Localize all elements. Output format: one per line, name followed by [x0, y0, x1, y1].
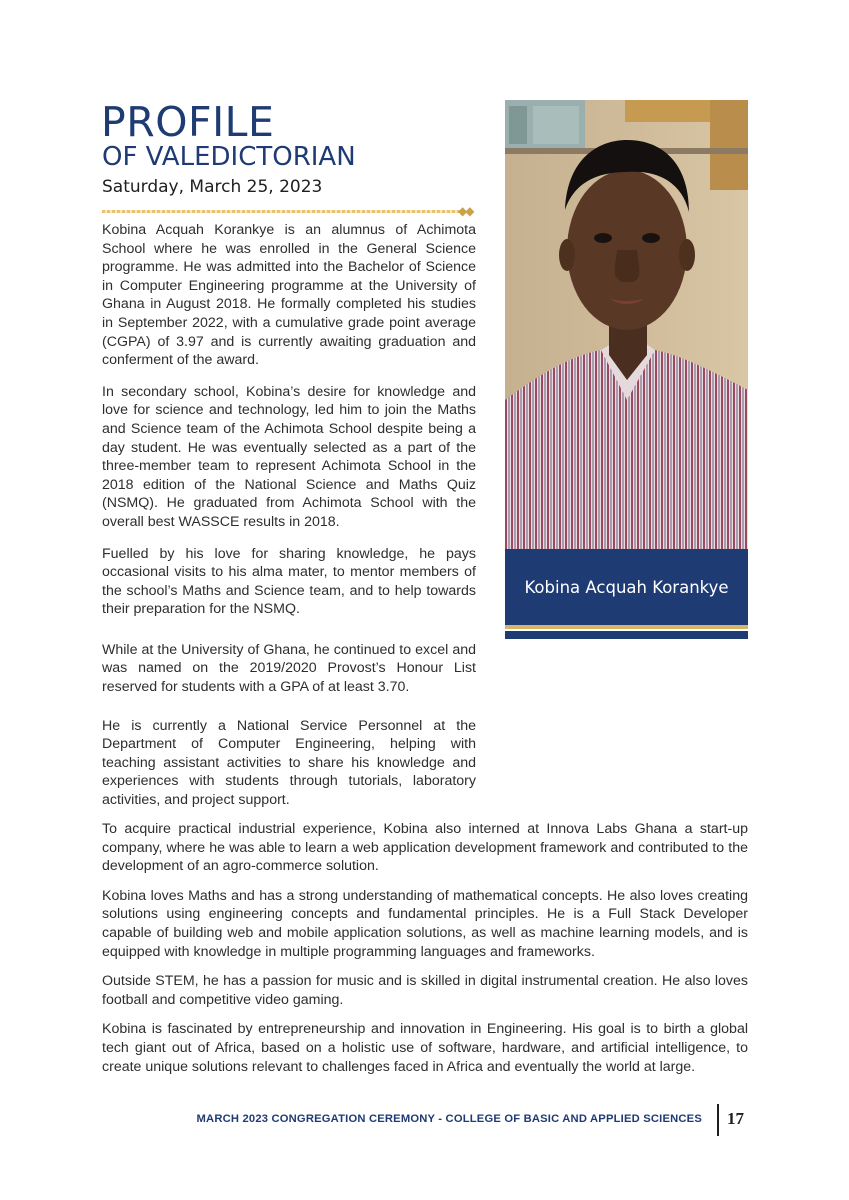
paragraph-national-service: He is currently a National Service Personnel at the Department of Computer Engineering, helping with teaching assistant activities to share his knowledge and experiences with students through tutorials, laboratory activities, and project support. [102, 717, 476, 809]
paragraph-goals: Kobina is fascinated by entrepreneurship and innovation in Engineering. His goal is to birth a global tech giant out of Africa, based on a holistic use of software, hardware, and artificial intelligence, to create unique solutions relevant to challenges faced in Africa and eventually the world at large. [102, 1021, 748, 1075]
full-width-column [102, 820, 748, 1087]
paragraph-education: Kobina Acquah Korankye is an alumnus of Achimota School where he was enrolled in the General Science programme. He was admitted into the Bachelor of Science in Computer Engineering programme at the University of Ghana in August 2018. He formally completed his studies in September 2022, with a cumulative grade point average (CGPA) of 3.97 and is currently awaiting graduation and conferment of the award. [102, 222, 476, 369]
left-column [102, 221, 476, 823]
paragraph-secondary-school: In secondary school, Kobina’s desire for knowledge and love for science and technology, led him to join the Maths and Science team of the Achimota School despite being a day student. He was eventually selected as a part of the three-member team to represent Achimota School in the 2018 edition of the National Science and Maths Quiz (NSMQ). He graduated from Achimota School with the overall best WASSCE results in 2018. [102, 383, 476, 530]
paragraph-internship: To acquire practical industrial experience, Kobina also interned at Innova Labs Ghana a start-up company, where he was able to learn a web application development framework and contributed to the development of an agro-commerce solution. [102, 821, 748, 875]
footer-text: MARCH 2023 CONGREGATION CEREMONY - COLLEGE OF BASIC AND APPLIED SCIENCES [196, 1113, 702, 1125]
page-subtitle: OF VALEDICTORIAN [102, 142, 356, 172]
divider-ornament-icon: ◆◆ [458, 204, 473, 218]
event-date: Saturday, March 25, 2023 [102, 177, 323, 197]
photo-caption: Kobina Acquah Korankye [505, 549, 748, 625]
paragraph-honour-list: While at the University of Ghana, he continued to excel and was named on the 2019/2020 Provost’s Honour List reserved for students with a GPA of at least 3.70. [102, 641, 476, 696]
portrait-illustration [505, 100, 748, 549]
paragraph-skills: Kobina loves Maths and has a strong understanding of mathematical concepts. He also loves creating solutions using engineering concepts and fundamental principles. He is a Full Stack Developer capable of building web and mobile application solutions, as well as machine learning models, and is equipped with knowledge in multiple programming languages and frameworks. [102, 887, 748, 960]
page-title: PROFILE [101, 98, 275, 146]
paragraph-hobbies: Outside STEM, he has a passion for music and is skilled in digital instrumental creation. He also loves football and competitive video gaming. [102, 973, 748, 1008]
paragraph-mentoring: Fuelled by his love for sharing knowledge, he pays occasional visits to his alma mater, to mentor members of the school’s Maths and Science team, and to help towards their preparation for the NSMQ. [102, 545, 476, 618]
section-divider [102, 210, 464, 213]
page-number: 17 [727, 1109, 744, 1128]
footer-separator [717, 1104, 719, 1136]
caption-bottom-stripe [505, 631, 748, 639]
valedictorian-photo [505, 100, 748, 549]
